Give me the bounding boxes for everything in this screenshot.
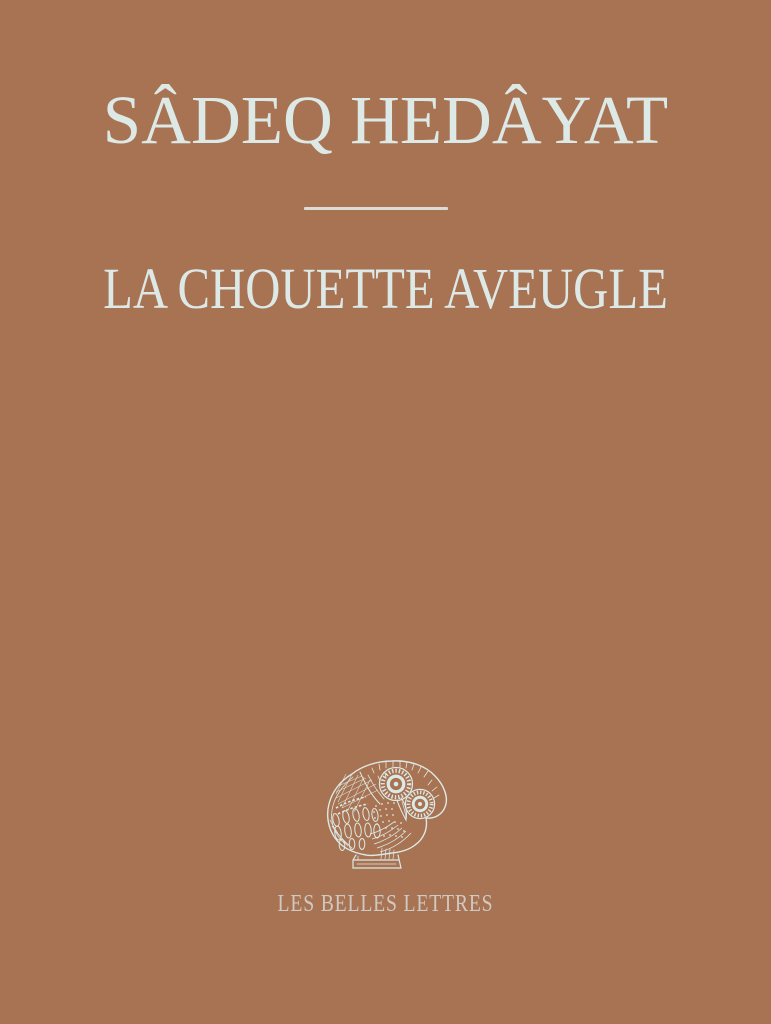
- owl-logo: [322, 760, 452, 872]
- author-name: SÂDEQ HEDÂYAT: [102, 82, 669, 158]
- owl-beak: [397, 798, 406, 820]
- publisher-name: LES BELLES LETTRES: [277, 891, 494, 917]
- owl-plinth: [353, 848, 401, 868]
- divider-rule: [304, 207, 448, 210]
- owl-engraving-icon: [322, 760, 452, 872]
- owl-right-eye: [405, 789, 434, 818]
- book-title: LA CHOUETTE AVEUGLE: [103, 256, 668, 321]
